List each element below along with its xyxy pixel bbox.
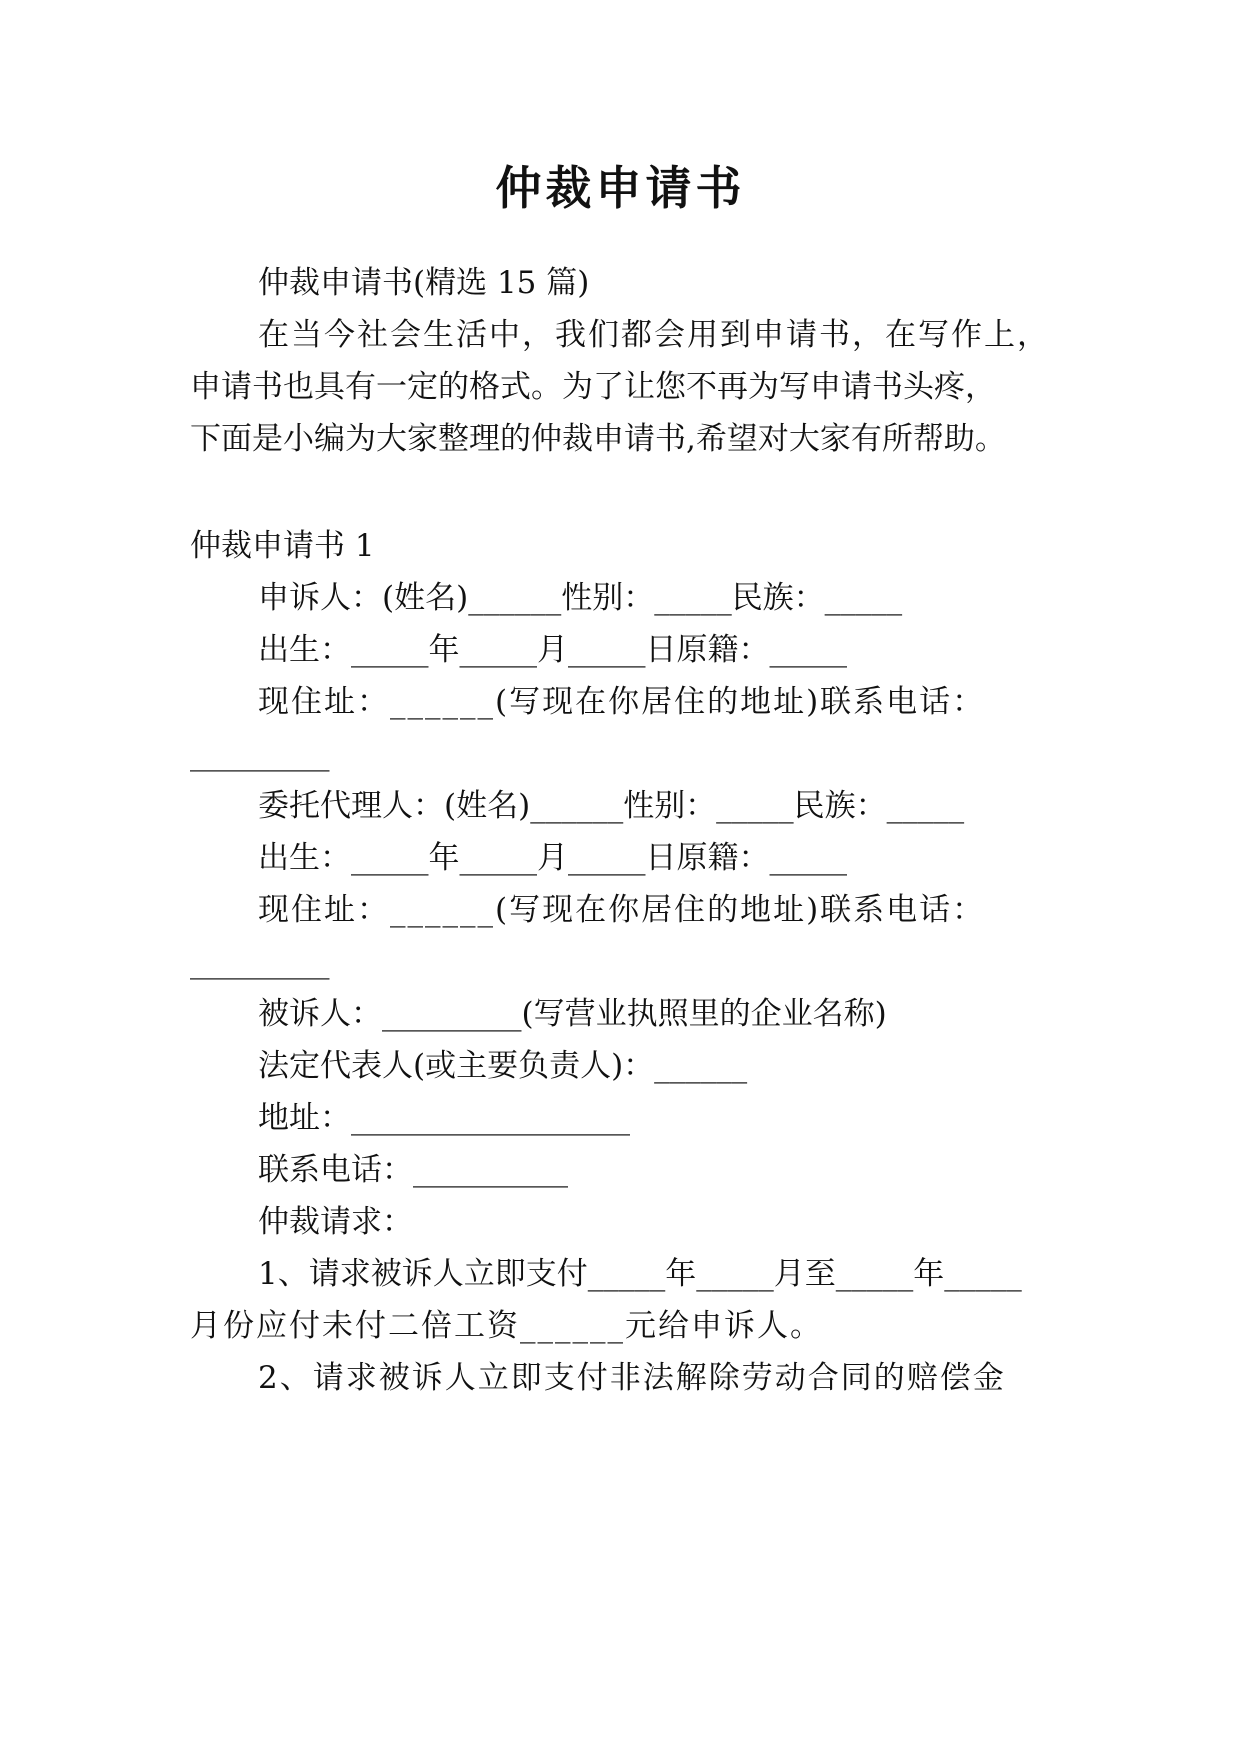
legal-representative-line: 法定代表人(或主要负责人)：______ bbox=[258, 1048, 748, 1084]
document-subtitle: 仲裁申请书(精选 15 篇) bbox=[258, 265, 590, 301]
applicant-phone-blank: _________ bbox=[190, 736, 330, 772]
claim-1-line: 1、请求被诉人立即支付_____年_____月至_____年_____ bbox=[258, 1256, 1022, 1292]
intro-paragraph-line: 下面是小编为大家整理的仲裁申请书,希望对大家有所帮助。 bbox=[190, 421, 1006, 457]
contact-phone-line: 联系电话：__________ bbox=[258, 1152, 568, 1188]
document-title: 仲裁申请书 bbox=[495, 161, 746, 215]
address-line: 地址：__________________ bbox=[258, 1100, 630, 1136]
agent-phone-blank: _________ bbox=[190, 944, 330, 980]
agent-address-line: 现住址：______(写现在你居住的地址)联系电话： bbox=[258, 892, 986, 928]
intro-paragraph-line: 在当今社会生活中，我们都会用到申请书，在写作上， bbox=[258, 317, 1050, 353]
claim-2-line: 2、请求被诉人立即支付非法解除劳动合同的赔偿金 bbox=[258, 1360, 1006, 1396]
applicant-address-line: 现住址：______(写现在你居住的地址)联系电话： bbox=[258, 684, 986, 720]
claims-heading: 仲裁请求： bbox=[258, 1204, 413, 1240]
applicant-birth-line: 出生：_____年_____月_____日原籍：_____ bbox=[258, 632, 847, 668]
respondent-line: 被诉人：_________(写营业执照里的企业名称) bbox=[258, 996, 887, 1032]
claim-1-continuation: 月份应付未付二倍工资______元给申诉人。 bbox=[190, 1308, 823, 1344]
section-heading: 仲裁申请书 1 bbox=[190, 528, 375, 564]
intro-paragraph-line: 申请书也具有一定的格式。为了让您不再为写申请书头疼， bbox=[190, 369, 996, 405]
applicant-line: 申诉人：(姓名)______性别：_____民族：_____ bbox=[258, 580, 903, 616]
agent-birth-line: 出生：_____年_____月_____日原籍：_____ bbox=[258, 840, 847, 876]
agent-line: 委托代理人：(姓名)______性别：_____民族：_____ bbox=[258, 788, 965, 824]
